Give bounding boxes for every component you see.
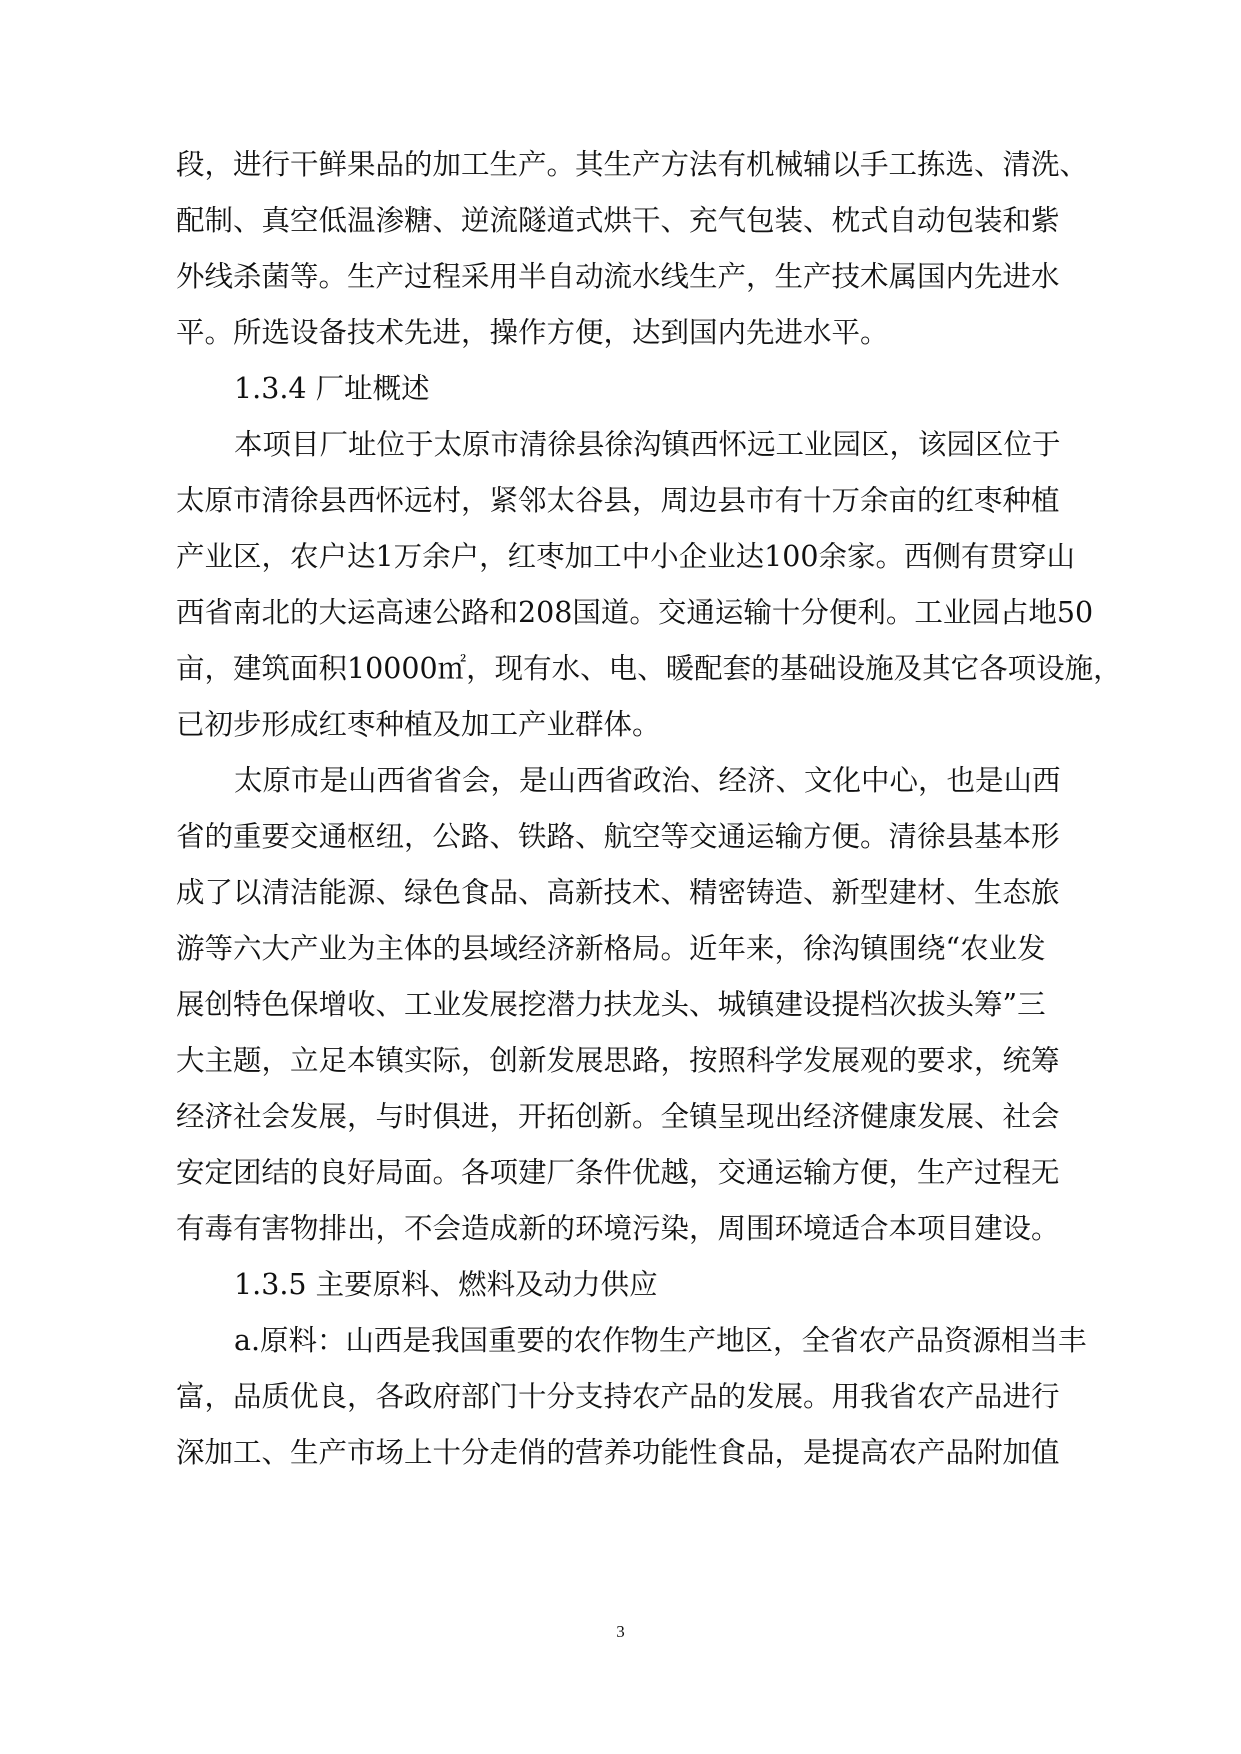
text-line: 经济社会发展，与时俱进，开拓创新。全镇呈现出经济健康发展、社会 (176, 1100, 1060, 1133)
text-line: 西省南北的大运高速公路和208国道。交通运输十分便利。工业园占地50 (176, 596, 1094, 629)
text-line: 大主题，立足本镇实际，创新发展思路，按照科学发展观的要求，统筹 (176, 1044, 1060, 1077)
text-line: 太原市是山西省省会，是山西省政治、经济、文化中心，也是山西 (234, 764, 1061, 797)
text-line: 太原市清徐县西怀远村，紧邻太谷县，周边县市有十万余亩的红枣种植 (176, 484, 1060, 517)
text-line: 展创特色保增收、工业发展挖潜力扶龙头、城镇建设提档次拔头筹”三 (176, 988, 1046, 1021)
text-line: 亩，建筑面积10000㎡，现有水、电、暖配套的基础设施及其它各项设施， (176, 652, 1122, 685)
section-heading-1-3-4: 1.3.4 厂址概述 (234, 372, 430, 405)
text-line: 有毒有害物排出，不会造成新的环境污染，周围环境适合本项目建设。 (176, 1212, 1060, 1245)
text-line: 游等六大产业为主体的县域经济新格局。近年来，徐沟镇围绕“农业发 (176, 932, 1046, 965)
section-heading-1-3-5: 1.3.5 主要原料、燃料及动力供应 (234, 1268, 658, 1301)
text-line: 平。所选设备技术先进，操作方便，达到国内先进水平。 (176, 316, 889, 349)
text-line: 段，进行干鲜果品的加工生产。其生产方法有机械辅以手工拣选、清洗、 (176, 148, 1089, 181)
text-line: a.原料：山西是我国重要的农作物生产地区，全省农产品资源相当丰 (234, 1324, 1087, 1357)
text-line: 产业区，农户达1万余户，红枣加工中小企业达100余家。西侧有贯穿山 (176, 540, 1076, 573)
text-line: 安定团结的良好局面。各项建厂条件优越，交通运输方便，生产过程无 (176, 1156, 1060, 1189)
text-line: 深加工、生产市场上十分走俏的营养功能性食品，是提高农产品附加值 (176, 1436, 1060, 1469)
text-line: 配制、真空低温渗糖、逆流隧道式烘干、充气包装、枕式自动包装和紫 (176, 204, 1060, 237)
text-line: 本项目厂址位于太原市清徐县徐沟镇西怀远工业园区，该园区位于 (234, 428, 1061, 461)
text-line: 富，品质优良，各政府部门十分支持农产品的发展。用我省农产品进行 (176, 1380, 1060, 1413)
text-line: 成了以清洁能源、绿色食品、高新技术、精密铸造、新型建材、生态旅 (176, 876, 1060, 909)
text-line: 省的重要交通枢纽，公路、铁路、航空等交通运输方便。清徐县基本形 (176, 820, 1060, 853)
text-line: 已初步形成红枣种植及加工产业群体。 (176, 708, 661, 741)
page-number: 3 (616, 1622, 625, 1641)
text-line: 外线杀菌等。生产过程采用半自动流水线生产，生产技术属国内先进水 (176, 260, 1060, 293)
